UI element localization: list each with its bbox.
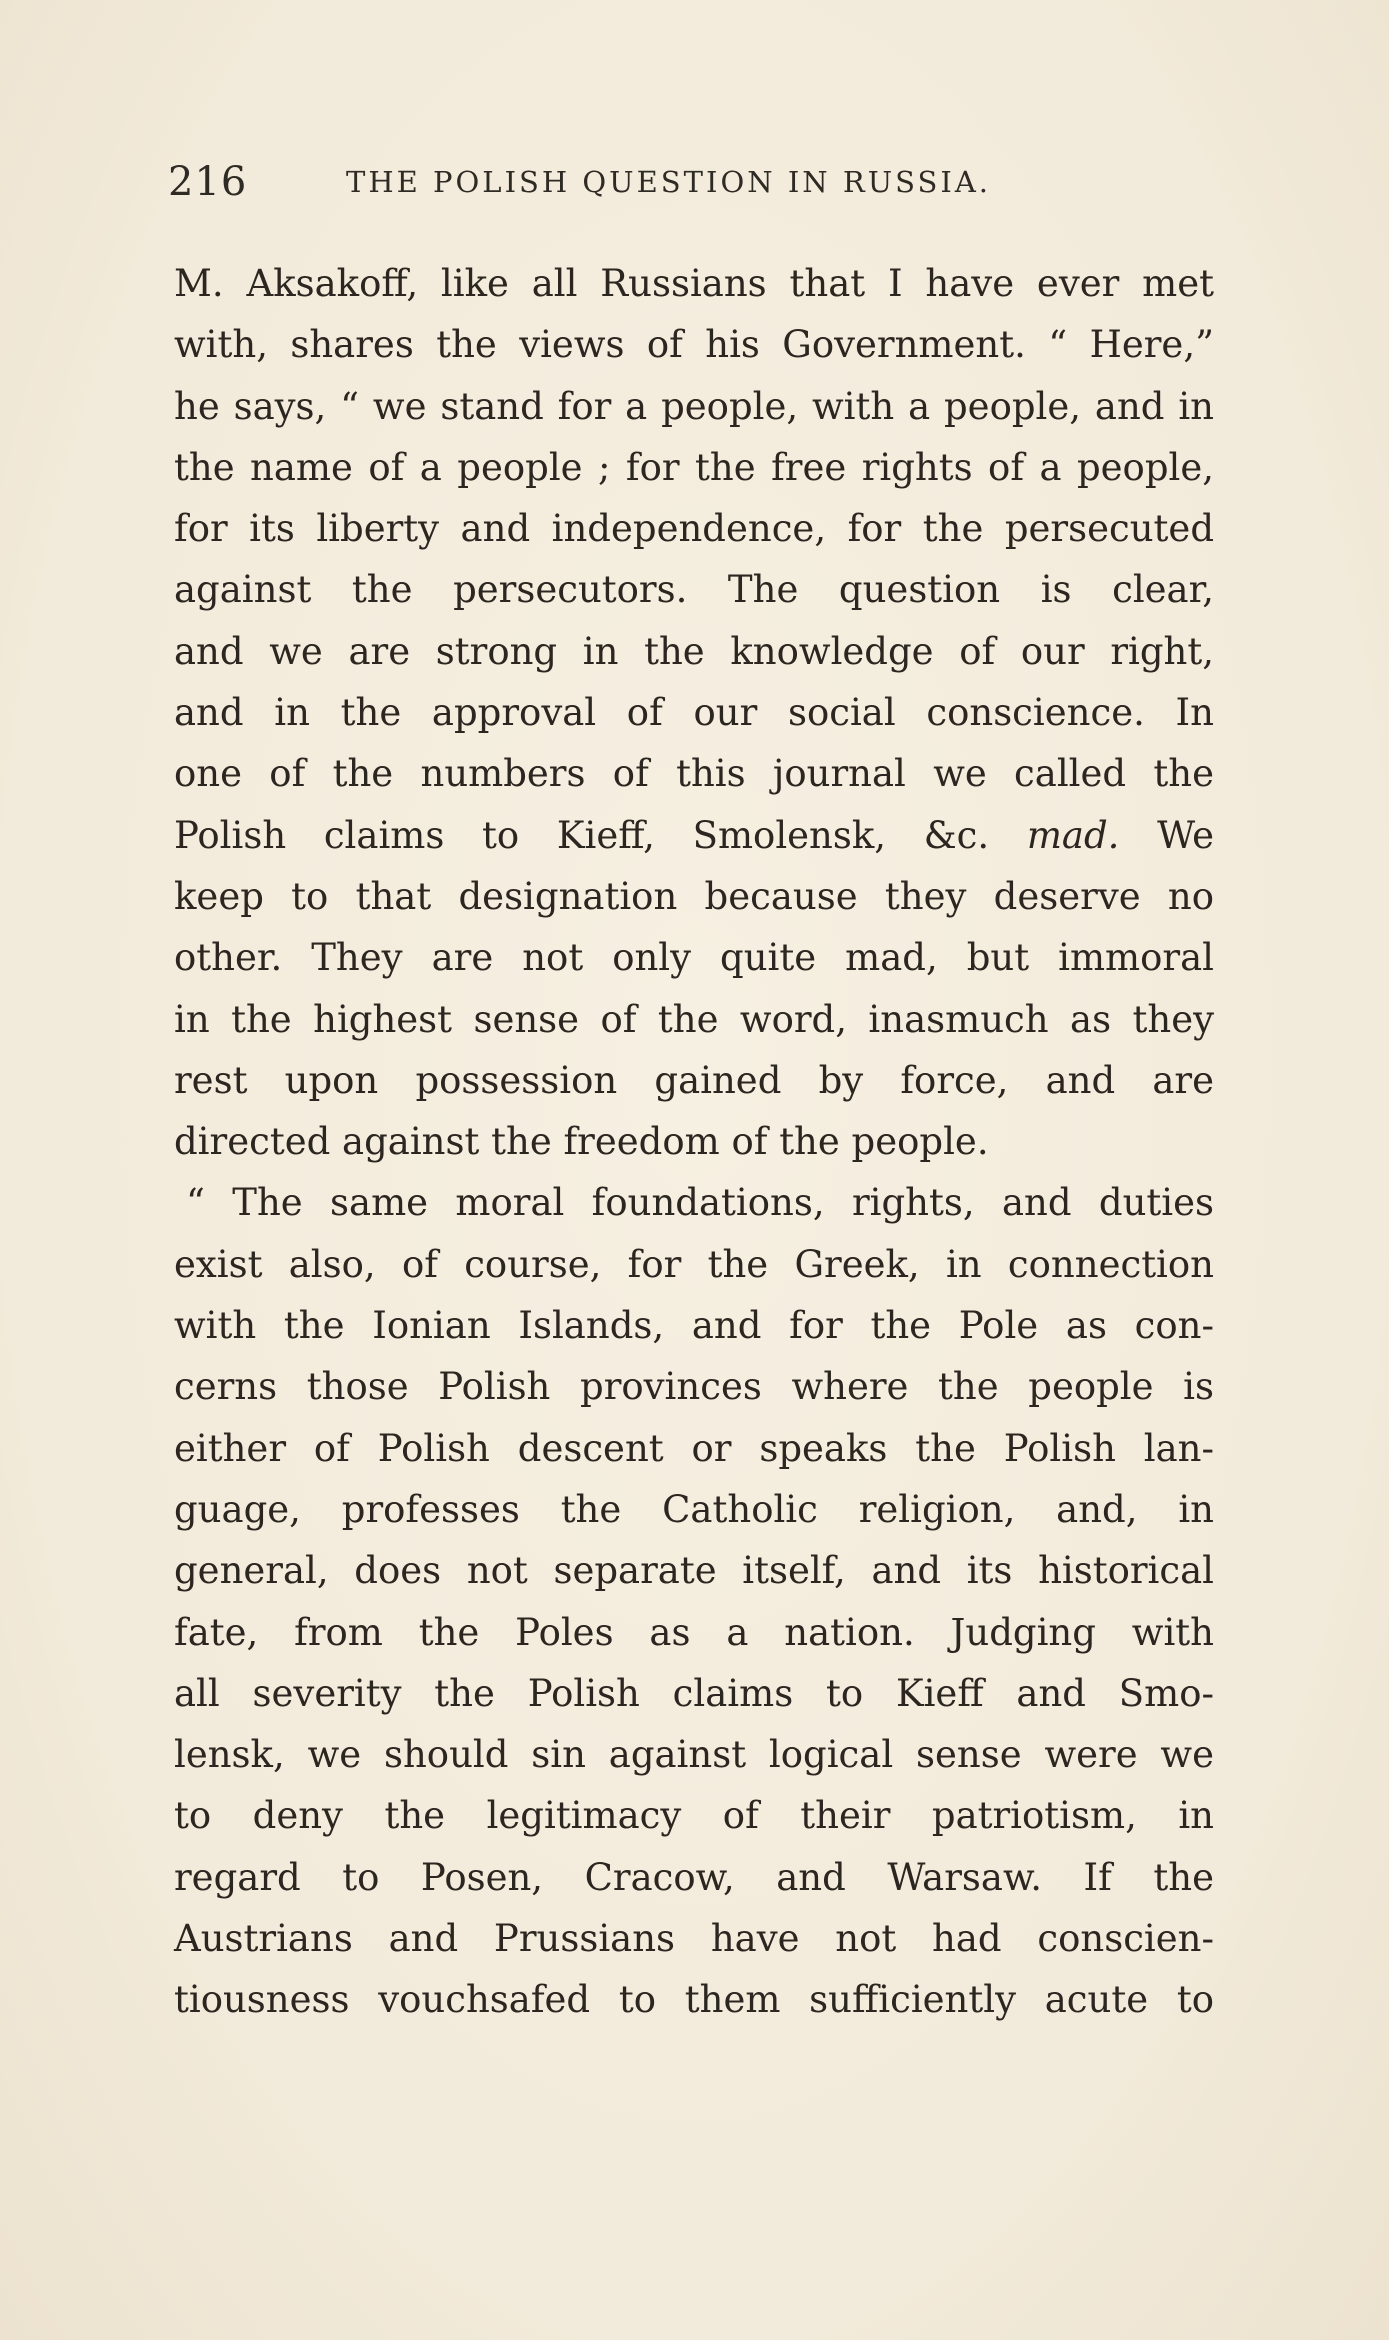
text-line: the name of a people ; for the free rights of a people, [174,445,1214,489]
text-line: M. Aksakoff, like all Russians that I have ever met [174,262,1214,305]
text-line: he says, “ we stand for a people, with a people, and in [174,384,1214,428]
text-line: with the Ionian Islands, and for the Pole as con- [174,1304,1214,1348]
text-line: keep to that designation because they deserve no [174,874,1214,918]
body-text [174,253,1214,2031]
text-line: general, does not separate itself, and its historical [174,1549,1214,1593]
running-title: THE POLISH QUESTION IN RUSSIA. [346,165,991,199]
text-line: cerns those Polish provinces where the people is [174,1365,1214,1409]
text-line: “ The same moral foundations, rights, and duties [186,1181,1214,1225]
text-line: to deny the legitimacy of their patriotism, in [174,1794,1214,1838]
text-line: in the highest sense of the word, inasmuch as they [174,997,1214,1041]
text-line: lensk, we should sin against logical sense were we [174,1733,1214,1777]
text-line: fate, from the Poles as a nation. Judging with [174,1610,1214,1654]
text-line: for its liberty and independence, for the persecuted [174,507,1214,551]
text-line: Austrians and Prussians have not had conscien- [174,1917,1214,1961]
text-line: guage, professes the Catholic religion, and, in [174,1487,1214,1531]
text-line: all severity the Polish claims to Kieff and Smo- [174,1671,1214,1715]
text-line: and we are strong in the knowledge of our right, [174,629,1214,673]
text-line: either of Polish descent or speaks the Polish lan- [174,1426,1214,1470]
text-line: rest upon possession gained by force, and are [174,1058,1214,1102]
running-head [168,152,1228,212]
text-line: against the persecutors. The question is clear, [174,568,1214,612]
text-line: directed against the freedom of the people. [174,1120,989,1164]
text-line: with, shares the views of his Government. “ Here,” [174,323,1214,367]
page-number: 216 [168,159,248,205]
text-line: other. They are not only quite mad, but immoral [174,936,1214,980]
text-line: one of the numbers of this journal we called the [174,752,1214,796]
text-line: Polish claims to Kieff, Smolensk, &c. mad. We [174,813,1214,857]
text-line: tiousness vouchsafed to them sufficiently acute to [174,1978,1214,2022]
text-line: exist also, of course, for the Greek, in connection [174,1242,1214,1286]
text-line: and in the approval of our social conscience. In [174,691,1214,735]
text-line: regard to Posen, Cracow, and Warsaw. If the [174,1855,1214,1899]
